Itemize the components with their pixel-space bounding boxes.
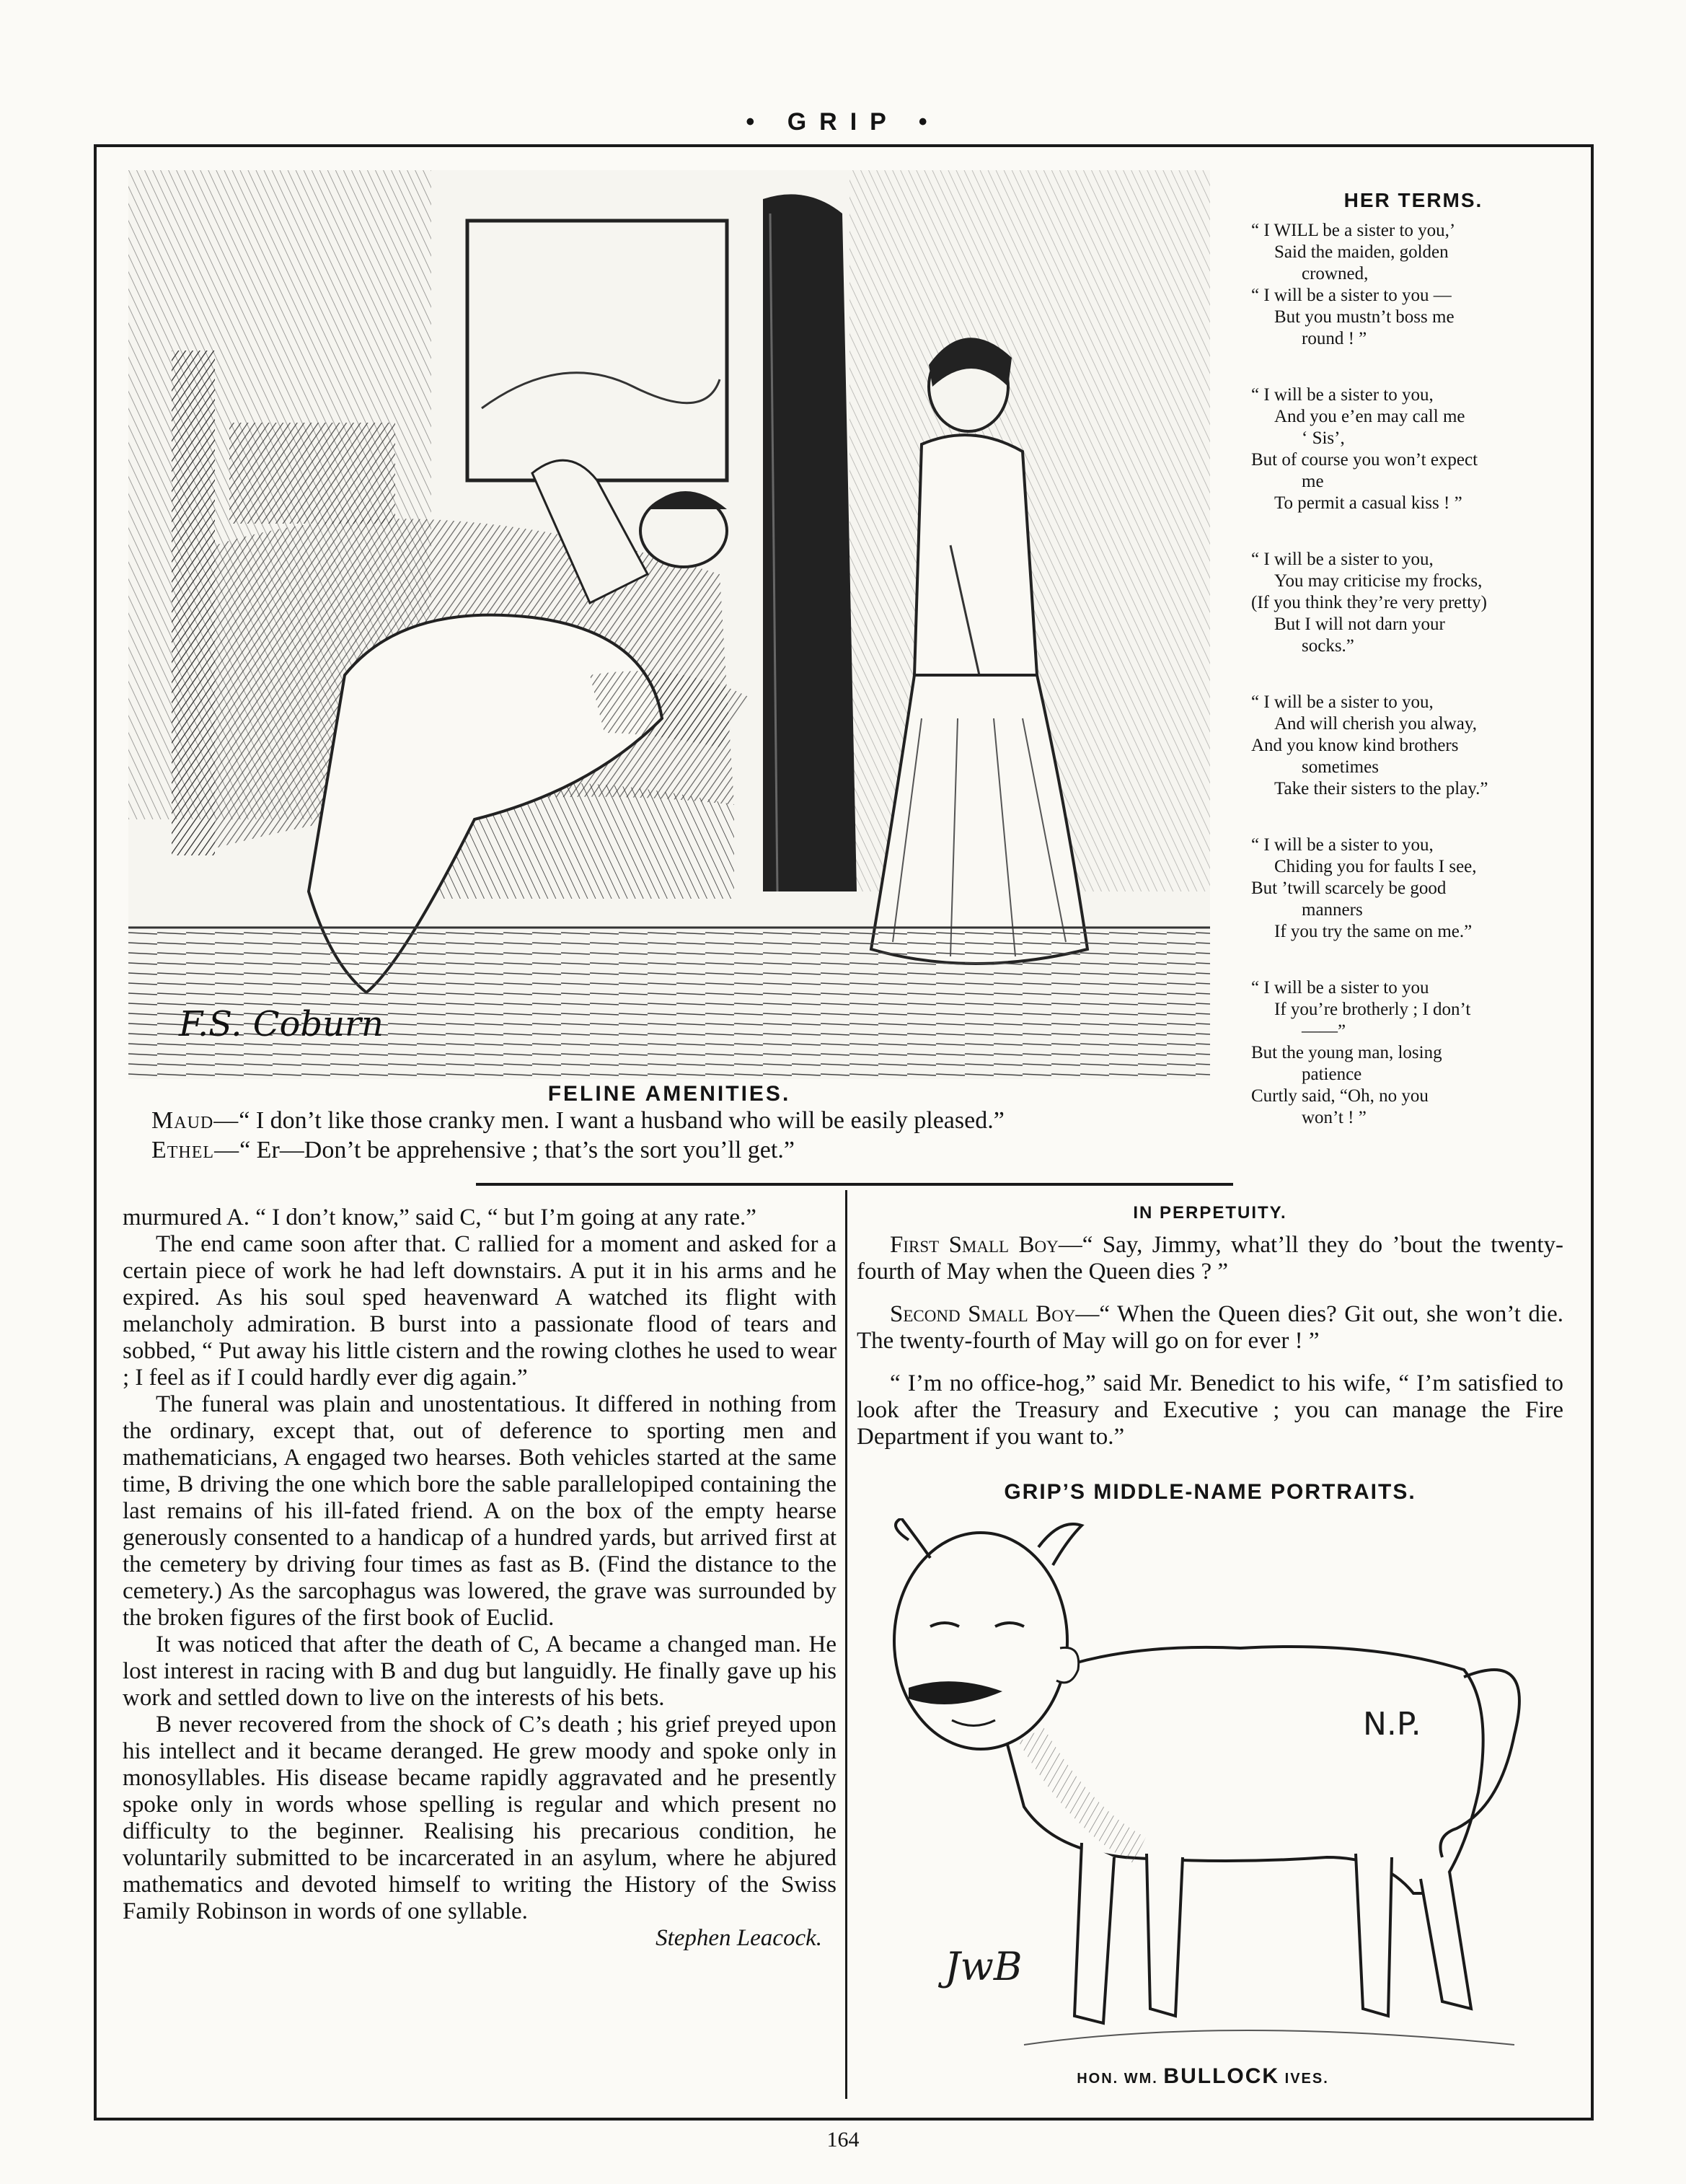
poem-line: And you know kind brothers <box>1251 736 1459 755</box>
poem-line: “ I will be a sister to you — <box>1251 286 1452 305</box>
poem-line: sometimes <box>1302 757 1379 777</box>
portrait-caption-prefix: HON. WM. <box>1077 2071 1158 2087</box>
perpetuity-paragraph-1: First Small Boy—“ Say, Jimmy, what’ll they do ’bout the twenty-fourth of May when the Queen dies ? ” <box>857 1232 1564 1285</box>
leacock-story <box>123 1205 837 1952</box>
poem-line: “ I will be a sister to you, <box>1251 692 1434 712</box>
bullock-cartoon <box>865 1518 1543 2059</box>
caption-text-maud: “ I don’t like those cranky men. I want a husband who will be easily pleased.” <box>239 1107 1005 1134</box>
her-terms-poem <box>1251 220 1576 1163</box>
perpetuity-title: IN PERPETUITY. <box>1133 1203 1287 1223</box>
poem-line: If you try the same on me.” <box>1274 922 1473 941</box>
poem-line: But of course you won’t expect <box>1251 450 1478 470</box>
poem-line: Chiding you for faults I see, <box>1274 857 1477 876</box>
cartoon-artist-mark: JwB <box>945 1944 1023 1989</box>
poem-stanza <box>1251 220 1576 350</box>
poem-line: “ I will be a sister to you, <box>1251 385 1434 405</box>
poem-line: But I will not darn your <box>1274 615 1445 634</box>
poem-line: You may criticise my frocks, <box>1274 571 1483 591</box>
illustration-caption-title: FELINE AMENITIES. <box>547 1082 791 1106</box>
portrait-caption <box>857 2064 1549 2089</box>
office-hog-paragraph: “ I’m no office-hog,” said Mr. Benedict to his wife, “ I’m satisfied to look after the Treasury and Executive ; you can manage the Fire Department if you want to.” <box>857 1370 1563 1450</box>
speaker-ethel: Ethel— <box>151 1137 240 1163</box>
poem-line: round ! ” <box>1302 329 1367 348</box>
poem-stanza <box>1251 549 1576 657</box>
speaker-maud: Maud— <box>151 1107 239 1134</box>
portrait-caption-suffix: IVES. <box>1284 2071 1329 2087</box>
poem-line: manners <box>1302 900 1363 920</box>
poem-stanza <box>1251 384 1576 514</box>
story-paragraph: B never recovered from the shock of C’s death ; his grief preyed upon his intellect and it became deranged. He grew moody and spoke only in monosyllables. His disease became rapidly aggravated and he presently spoke only in words whose spelling is regular and which present no difficulty to the beginner. Realising his precarious condition, he voluntarily submitted to be incarcerated in an asylum, where he abjured mathematics and devoted himself to writing the History of the Swiss Family Robinson in words of one syllable. <box>123 1712 837 1924</box>
caption-text-ethel: “ Er—Don’t be apprehensive ; that’s the sort you’ll get.” <box>239 1137 795 1163</box>
speaker-second-boy: Second Small Boy— <box>890 1301 1100 1327</box>
poem-line: socks.” <box>1302 636 1354 656</box>
feline-amenities-illustration <box>128 170 1210 1079</box>
poem-line: And you e’en may call me <box>1274 407 1465 426</box>
poem-line: And will cherish you alway, <box>1274 714 1477 734</box>
perpetuity-paragraph-2: Second Small Boy—“ When the Queen dies? Git out, she won’t die. The twenty-fourth of May will go on for ever ! ” <box>857 1301 1563 1354</box>
poem-line: ‘ Sis’, <box>1302 428 1345 448</box>
illustration-signature: F.S. Coburn <box>179 1004 384 1044</box>
masthead: • GRIP • <box>746 108 940 136</box>
story-paragraph: The end came soon after that. C rallied for a moment and asked for a certain piece of work he had left downstairs. A put it in his arms and he expired. As his soul sped heavenward A watched its flight with melancholy admiration. B burst into a passionate flood of tears and sobbed, “ Put away his little cistern and the rowing clothes he used to wear ; I feel as if I could hardly ever dig again.” <box>123 1231 837 1391</box>
portrait-caption-name: BULLOCK <box>1163 2064 1280 2088</box>
bull-flank-label: N.P. <box>1363 1706 1421 1743</box>
poem-line: me <box>1302 472 1324 491</box>
poem-line: But the young man, losing <box>1251 1043 1442 1062</box>
caption-line-maud <box>151 1107 1204 1135</box>
poem-line: But you mustn’t boss me <box>1274 307 1455 327</box>
caption-line-ethel <box>151 1137 1204 1164</box>
poem-line: But ’twill scarcely be good <box>1251 879 1447 898</box>
poem-title: HER TERMS. <box>1343 189 1483 211</box>
speaker-first-boy: First Small Boy— <box>890 1232 1082 1258</box>
poem-line: “ I will be a sister to you, <box>1251 835 1434 855</box>
story-paragraph: The funeral was plain and unostentatious. It differed in nothing from the ordinary, except that, out of deference to sporting men and mathematicians, A engaged two hearses. Both vehicles started at the same time, B driving the one which bore the sable parallelopiped containing the last remains of his ill-fated friend. A on the box of the empty hearse generously consented to a handicap of a hundred yards, but arrived first at the cemetery by driving four times as fast as B. (Find the distance to the cemetery.) As the sarcophagus was lowered, the grave was surrounded by the broken figures of the first book of Euclid. <box>123 1391 837 1631</box>
story-paragraph: It was noticed that after the death of C, A became a changed man. He lost interest in racing with B and dug but languidly. He finally gave up his work and settled down to live on the interests of his bets. <box>123 1632 837 1711</box>
poem-line: won’t ! ” <box>1302 1108 1367 1127</box>
poem-line: “ I will be a sister to you <box>1251 978 1429 998</box>
poem-line: To permit a casual kiss ! ” <box>1274 493 1462 513</box>
poem-line: Said the maiden, golden <box>1274 242 1449 262</box>
poem-line: Take their sisters to the play.” <box>1274 779 1488 798</box>
poem-line: crowned, <box>1302 264 1369 283</box>
story-signature: Stephen Leacock. <box>656 1925 822 1951</box>
poem-stanza <box>1251 692 1576 800</box>
perpetuity-section <box>857 1232 1563 1466</box>
page-number: 164 <box>826 2128 860 2152</box>
section-divider <box>476 1183 1233 1186</box>
poem-line: “ I WILL be a sister to you,’ <box>1251 221 1456 240</box>
poem-stanza <box>1251 835 1576 943</box>
poem-line: “ I will be a sister to you, <box>1251 550 1434 569</box>
story-paragraph: murmured A. “ I don’t know,” said C, “ but I’m going at any rate.” <box>123 1205 756 1230</box>
poem-line: ——” <box>1302 1021 1346 1041</box>
poem-stanza <box>1251 977 1576 1129</box>
poem-line: (If you think they’re very pretty) <box>1251 593 1487 612</box>
bull-drawing <box>865 1518 1543 2059</box>
poem-line: If you’re brotherly ; I don’t <box>1274 1000 1471 1019</box>
engraving-drawing <box>128 170 1210 1079</box>
portraits-title: GRIP’S MIDDLE-NAME PORTRAITS. <box>1004 1480 1416 1504</box>
column-divider <box>845 1190 847 2099</box>
poem-line: patience <box>1302 1065 1362 1084</box>
poem-line: Curtly said, “Oh, no you <box>1251 1086 1429 1106</box>
